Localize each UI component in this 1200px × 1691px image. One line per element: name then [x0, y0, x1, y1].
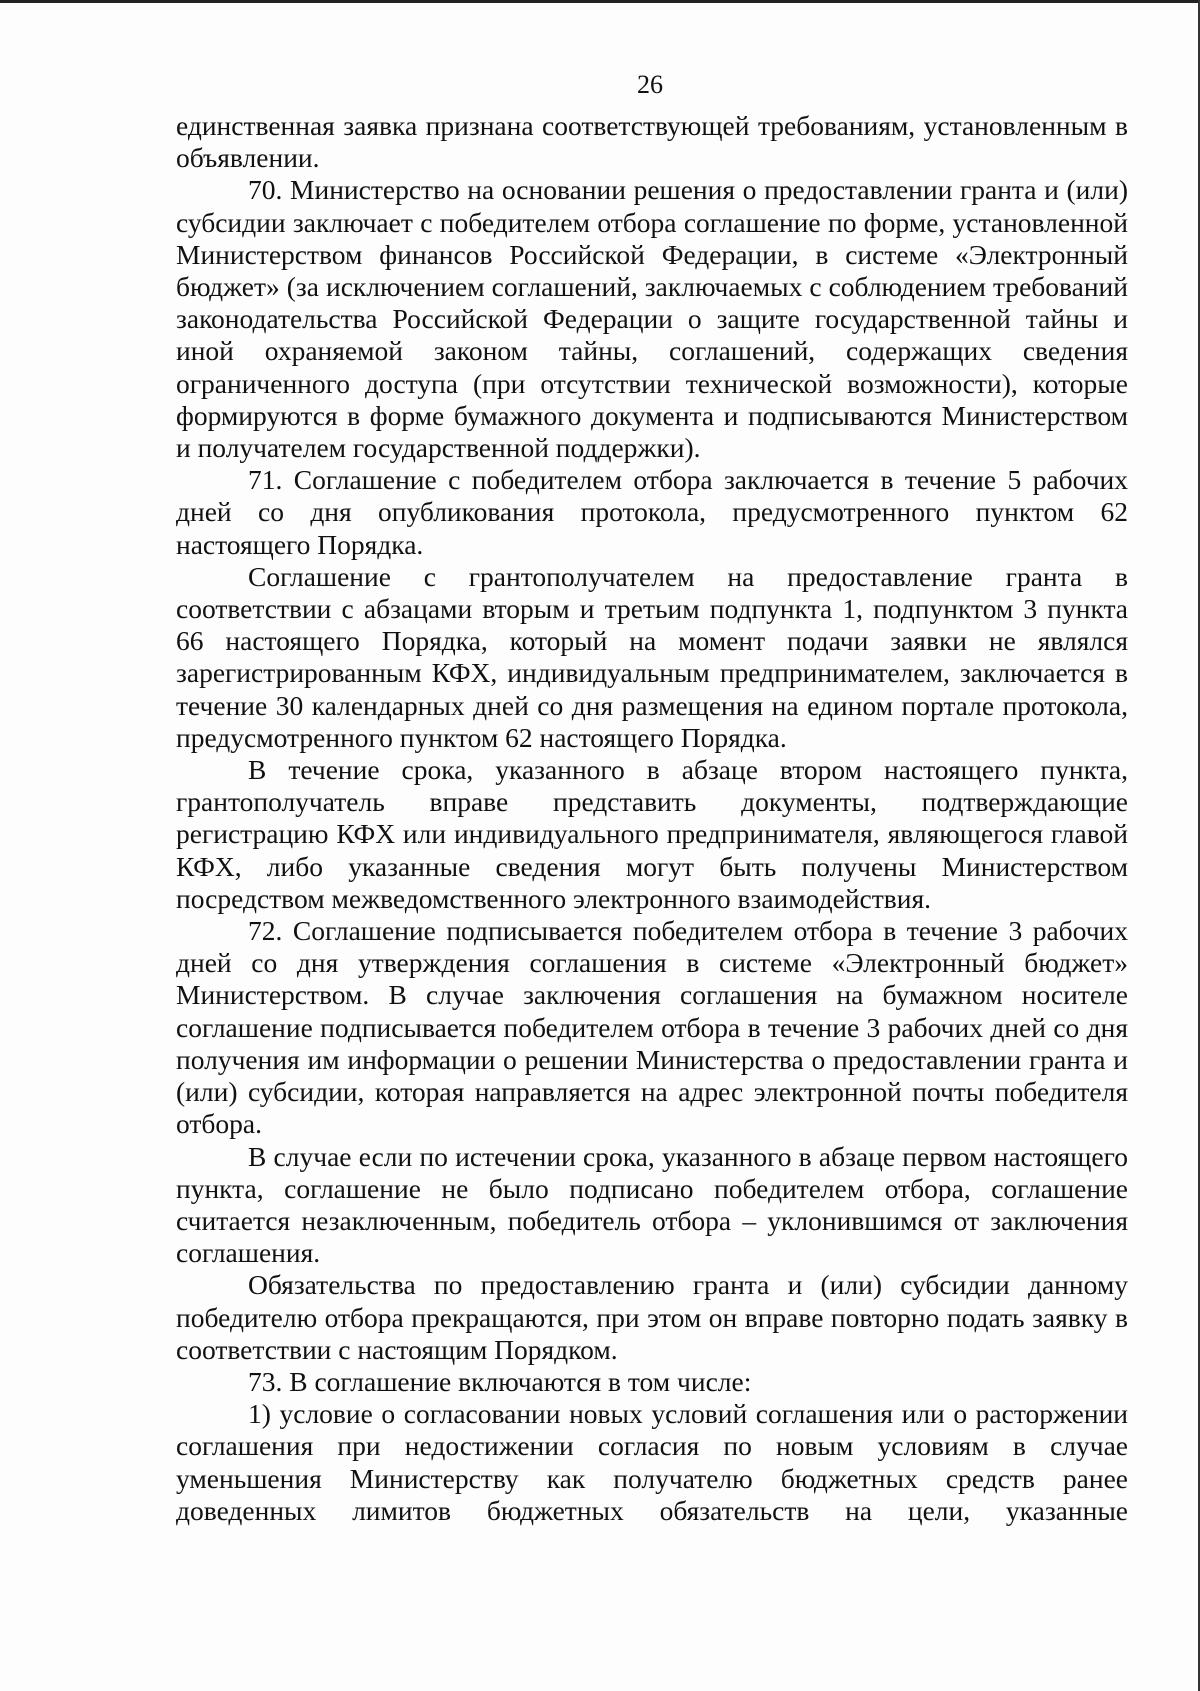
- paragraph-72-obligations: Обязательства по предоставлению гранта и (или) субсидии данному победителю отбора прекращаются, при этом он вправе повторно подать заявку в соответствии с настоящим Порядком.: [176, 1269, 1128, 1365]
- paragraph-73-subitem-1: 1) условие о согласовании новых условий соглашения или о расторжении соглашения при недостижении согласия по новым условиям в случае уменьшения Министерству как получателю бюджетных средств ранее доведенных лимитов бюджетных обязательств на цели, указанные: [176, 1398, 1128, 1526]
- paragraph-item-70: 70. Министерство на основании решения о предоставлении гранта и (или) субсидии заключает с победителем отбора соглашение по форме, установленной Министерством финансов Российской Федерации, в системе «Электронный бюджет» (за исключением соглашений, заключаемых с соблюдением требований законодательства Российской Федерации о защите государственной тайны и иной охраняемой законом тайны, соглашений, содержащих сведения ограниченного доступа (при отсутствии технической возможности), которые формируются в форме бумажного документа и подписываются Министерством и получателем государственной поддержки).: [176, 174, 1128, 464]
- document-body: [176, 110, 1128, 1527]
- paragraph-71-agreement-grantee: Соглашение с грантополучателем на предоставление гранта в соответствии с абзацами вторым и третьим подпункта 1, подпунктом 3 пункта 66 настоящего Порядка, который на момент подачи заявки не являлся зарегистрированным КФХ, индивидуальным предпринимателем, заключается в течение 30 календарных дней со дня размещения на едином портале протокола, предусмотренного пунктом 62 настоящего Порядка.: [176, 560, 1128, 753]
- paragraph-71-registration: В течение срока, указанного в абзаце втором настоящего пункта, грантополучатель вправе представить документы, подтверждающие регистрацию КФХ или индивидуального предпринимателя, являющегося главой КФХ, либо указанные сведения могут быть получены Министерством посредством межведомственного электронного взаимодействия.: [176, 754, 1128, 914]
- page-number: 26: [637, 70, 663, 99]
- paragraph-continuation: единственная заявка признана соответствующей требованиям, установленным в объявлении.: [176, 110, 1128, 174]
- paragraph-72-unsigned: В случае если по истечении срока, указанного в абзаце первом настоящего пункта, соглашение не было подписано победителем отбора, соглашение считается незаключенным, победитель отбора – уклонившимся от заключения соглашения.: [176, 1140, 1128, 1269]
- paragraph-item-71: 71. Соглашение с победителем отбора заключается в течение 5 рабочих дней со дня опубликования протокола, предусмотренного пунктом 62 настоящего Порядка.: [176, 464, 1128, 560]
- paragraph-item-72: 72. Соглашение подписывается победителем отбора в течение 3 рабочих дней со дня утверждения соглашения в системе «Электронный бюджет» Министерством. В случае заключения соглашения на бумажном носителе соглашение подписывается победителем отбора в течение 3 рабочих дней со дня получения им информации о решении Министерства о предоставлении гранта и (или) субсидии, которая направляется на адрес электронной почты победителя отбора.: [176, 915, 1128, 1140]
- paragraph-item-73: 73. В соглашение включаются в том числе:: [248, 1365, 752, 1397]
- scan-top-edge: [0, 0, 1200, 3]
